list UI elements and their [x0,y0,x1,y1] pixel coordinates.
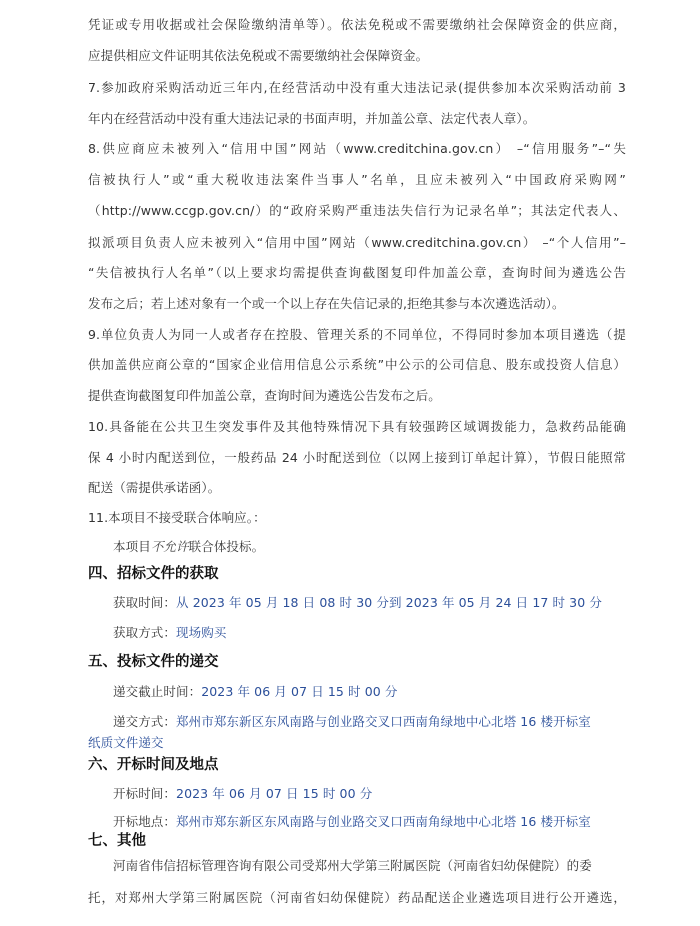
item-9-line: 9.单位负责人为同一人或者存在控股、管理关系的不同单位，不得同时参加本项目遴选（提 [88,327,626,342]
consortium-note-suffix: 联合体投标。 [188,539,265,554]
submit-method-continued: 纸质文件递交 [88,735,164,750]
opening-time-label: 开标时间： [113,786,177,801]
item-9-line: 提供查询截图复印件加盖公章，查询时间为遴选公告发布之后。 [88,388,441,403]
opening-time-value: 2023 年 06 月 07 日 15 时 00 分 [176,786,373,801]
opening-place-value: 郑州市郑东新区东风南路与创业路交叉口西南角绿地中心北塔 16 楼开标室 [176,814,591,829]
consortium-note [113,539,264,555]
opening-place-label: 开标地点： [113,814,177,829]
acquire-time-value: 从 2023 年 05 月 18 日 08 时 30 分到 2023 年 05 月 24 日 17 时 30 分 [176,595,602,610]
item-10-line: 10.具备能在公共卫生突发事件及其他特殊情况下具有较强跨区域调拨能力，急救药品能确 [88,419,626,434]
submit-method-value: 郑州市郑东新区东风南路与创业路交叉口西南角绿地中心北塔 16 楼开标室 [176,714,591,729]
consortium-note-emphasis: 不允许 [150,539,189,554]
acquire-time-label: 获取时间： [113,595,177,610]
item-8-line: “失信被执行人名单”（以上要求均需提供查询截图复印件加盖公章，查询时间为遴选公告 [88,265,626,280]
acquire-method-label: 获取方式： [113,625,177,640]
submit-method-label: 递交方式： [113,714,177,729]
consortium-note-prefix: 本项目 [113,539,151,554]
item-10-line: 配送（需提供承诺函）。 [88,480,221,495]
item-8-line: 拟派项目负责人应未被列入“信用中国”网站（www.creditchina.gov.cn） –“个人信用”– [88,235,626,250]
item-9-line: 供加盖供应商公章的“国家企业信用信息公示系统”中公示的公司信息、股东或投资人信息） [88,357,626,372]
section-4-heading: 四、招标文件的获取 [88,566,219,582]
item-10-line: 保 4 小时内配送到位，一般药品 24 小时配送到位（以网上接到订单起计算），节假日能照常 [88,450,626,465]
item-11-line: 11.本项目不接受联合体响应。： [88,510,266,525]
submit-method-row [113,714,591,730]
other-text-line: 托，对郑州大学第三附属医院（河南省妇幼保健院）药品配送企业遴选项目进行公开遴选， [88,890,626,905]
item-8-line: 信被执行人”或“重大税收违法案件当事人”名单，且应未被列入“中国政府采购网” [88,172,626,187]
acquire-method-value: 现场购买 [176,625,227,640]
section-5-heading: 五、投标文件的递交 [88,654,219,670]
opening-place-row [113,814,591,830]
submit-deadline-row [113,684,398,700]
item-8-line: （http://www.ccgp.gov.cn/）的“政府采购严重违法失信行为记录名单”；其法定代表人、 [88,203,626,218]
section-7-heading: 七、其他 [88,833,146,849]
item-8-line: 8.供应商应未被列入“信用中国”网站（www.creditchina.gov.cn） –“信用服务”–“失 [88,141,626,156]
body-text-line: 应提供相应文件证明其依法免税或不需要缴纳社会保障资金。 [88,48,429,63]
section-6-heading: 六、开标时间及地点 [88,757,219,773]
acquire-time-row [113,595,602,611]
item-7-line: 7.参加政府采购活动近三年内,在经营活动中没有重大违法记录(提供参加本次采购活动前 3 [88,80,626,95]
opening-time-row [113,786,372,802]
item-7-line: 年内在经营活动中没有重大违法记录的书面声明，并加盖公章、法定代表人章）。 [88,111,536,126]
submit-deadline-label: 递交截止时间： [113,684,202,699]
item-8-line: 发布之后；若上述对象有一个或一个以上存在失信记录的,拒绝其参与本次遴选活动）。 [88,296,565,311]
other-text-line: 河南省伟信招标管理咨询有限公司受郑州大学第三附属医院（河南省妇幼保健院）的委 [113,858,592,873]
body-text-line: 凭证或专用收据或社会保险缴纳清单等）。依法免税或不需要缴纳社会保障资金的供应商， [88,17,626,32]
submit-deadline-value: 2023 年 06 月 07 日 15 时 00 分 [201,684,398,699]
acquire-method-row [113,625,226,641]
